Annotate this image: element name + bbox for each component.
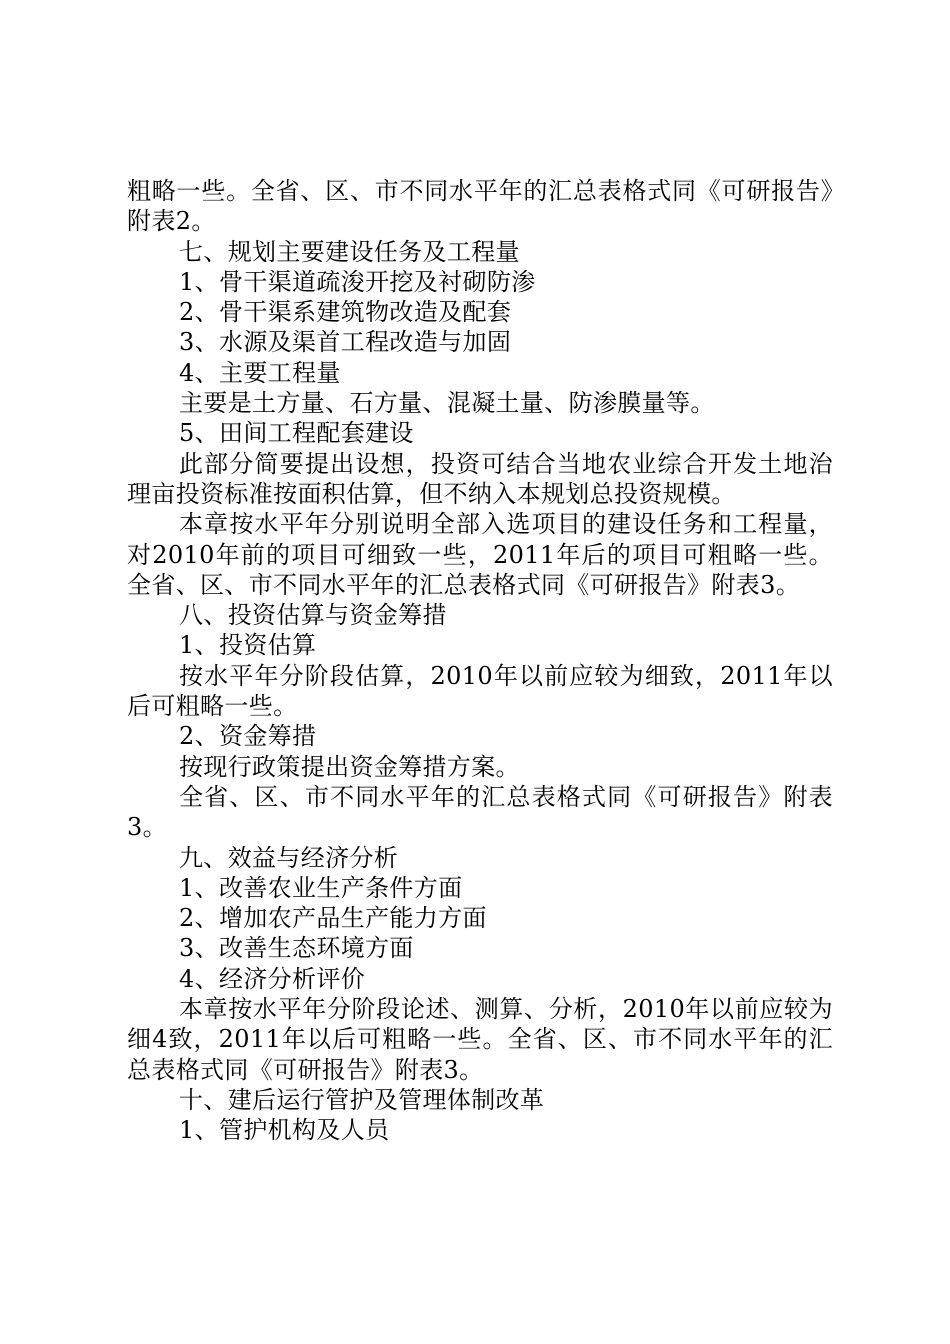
paragraph: 九、效益与经济分析 bbox=[179, 843, 399, 872]
paragraph: 粗略一些。全省、区、市不同水平年的汇总表格式同《可研报告》附表2。 bbox=[127, 177, 833, 236]
paragraph: 按水平年分阶段估算，2010年以前应较为细致，2011年以后可粗略一些。 bbox=[127, 661, 833, 721]
paragraph: 4、主要工程量 bbox=[179, 358, 341, 387]
paragraph: 2、增加农产品生产能力方面 bbox=[179, 904, 487, 933]
paragraph: 全省、区、市不同水平年的汇总表格式同《可研报告》附表3。 bbox=[127, 782, 833, 842]
paragraph: 1、投资估算 bbox=[179, 631, 317, 660]
paragraph: 1、骨干渠道疏浚开挖及衬砌防渗 bbox=[179, 267, 536, 296]
document-body bbox=[127, 176, 833, 1146]
paragraph: 5、田间工程配套建设 bbox=[179, 419, 414, 448]
paragraph: 1、管护机构及人员 bbox=[179, 1116, 390, 1145]
paragraph: 此部分简要提出设想，投资可结合当地农业综合开发土地治理亩投资标准按面积估算，但不纳入本规划总投资规模。 bbox=[127, 449, 833, 508]
paragraph: 3、水源及渠首工程改造与加固 bbox=[179, 328, 512, 357]
paragraph: 主要是土方量、石方量、混凝土量、防渗膜量等。 bbox=[179, 389, 715, 418]
paragraph: 2、骨干渠系建筑物改造及配套 bbox=[179, 298, 512, 327]
paragraph: 2、资金筹措 bbox=[179, 722, 317, 751]
paragraph: 八、投资估算与资金筹措 bbox=[179, 601, 447, 630]
paragraph: 本章按水平年分阶段论述、测算、分析，2010年以前应较为细4致，2011年以后可粗略一些。全省、区、市不同水平年的汇总表格式同《可研报告》附表3。 bbox=[127, 995, 833, 1084]
paragraph: 4、经济分析评价 bbox=[179, 964, 366, 993]
paragraph: 1、改善农业生产条件方面 bbox=[179, 873, 463, 902]
paragraph: 七、规划主要建设任务及工程量 bbox=[179, 237, 520, 266]
paragraph: 3、改善生态环境方面 bbox=[179, 934, 414, 963]
paragraph: 十、建后运行管护及管理体制改革 bbox=[179, 1085, 545, 1114]
paragraph: 本章按水平年分别说明全部入选项目的建设任务和工程量，对2010年前的项目可细致一些，2011年后的项目可粗略一些。全省、区、市不同水平年的汇总表格式同《可研报告》附表3。 bbox=[127, 510, 833, 599]
paragraph: 按现行政策提出资金筹措方案。 bbox=[179, 752, 520, 781]
